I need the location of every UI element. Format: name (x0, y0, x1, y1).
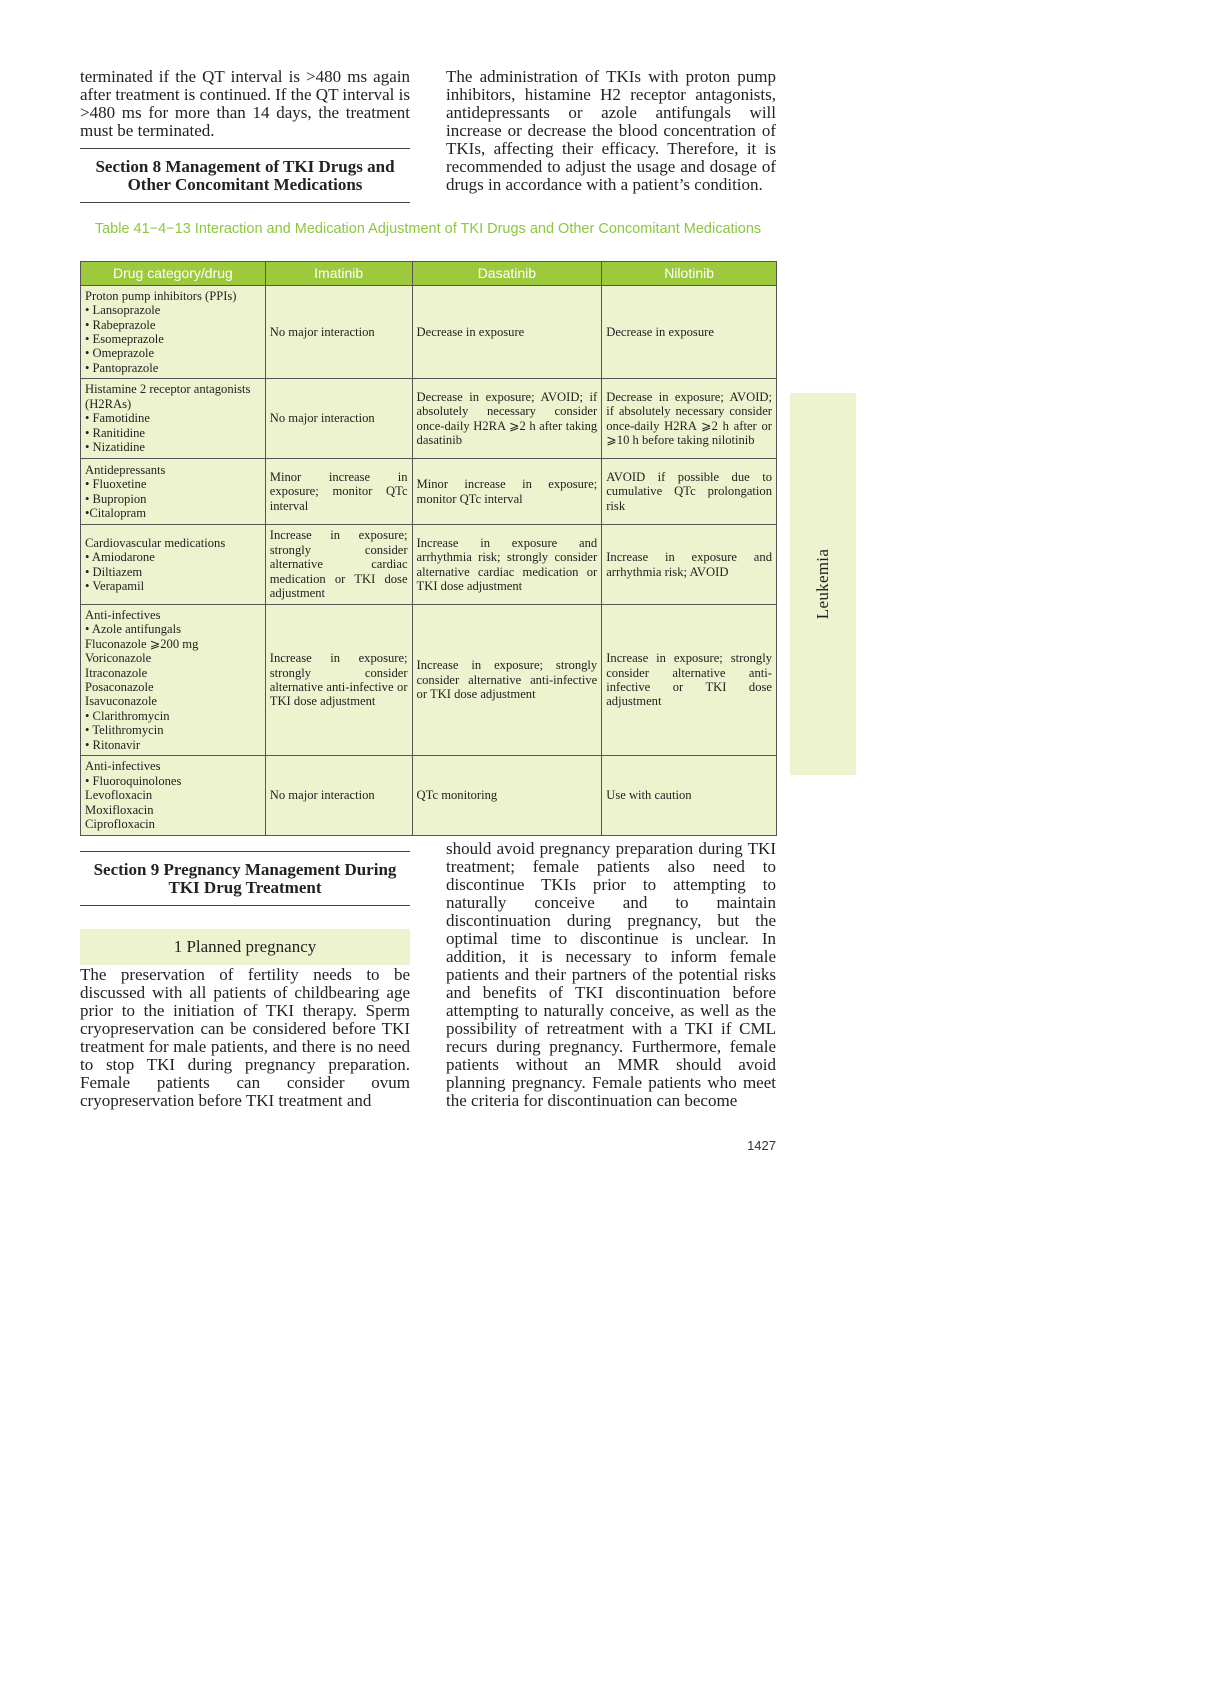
chapter-side-tab (790, 393, 856, 775)
table-row (81, 379, 777, 459)
interaction-table (80, 261, 777, 836)
drug-cell (81, 459, 266, 525)
header-dasatinib: Dasatinib (412, 262, 602, 286)
nilotinib-cell: Increase in exposure; strongly consider alternative anti-infective or TKI dose adjustment (602, 605, 777, 756)
paragraph-text: The preservation of fertility needs to be discussed with all patients of childbearing age prior to the initiation of TKI therapy. Sperm cryopreservation can be considered before TKI treatment for male patients, and there is no need to stop TKI during pregnancy preparation. Female patients can consider ovum cryopreservation before TKI treatment and (80, 965, 410, 1110)
table-row (81, 525, 777, 605)
drug-line: • Amiodarone (85, 550, 155, 565)
drug-line: • Bupropion (85, 491, 147, 506)
drug-cell (81, 286, 266, 379)
chapter-side-tab-label: Leukemia (813, 548, 832, 620)
drug-line: • Ritonavir (85, 737, 141, 752)
drug-line: • Azole antifungals (85, 622, 182, 637)
drug-line: Cardiovascular medications (85, 535, 226, 550)
section-9-heading: Section 9 Pregnancy Management During TKI Drug Treatment (80, 851, 410, 906)
imatinib-cell: Increase in exposure; strongly consider alternative cardiac medication or TKI dose adjustment (265, 525, 412, 605)
drug-line: • Esomeprazole (85, 332, 164, 346)
drug-line: Moxifloxacin (85, 802, 154, 817)
table-title: Table 41−4−13 Interaction and Medication Adjustment of TKI Drugs and Other Concomitant Medications (94, 221, 762, 237)
drug-line: Levofloxacin (85, 788, 153, 803)
drug-line: Ciprofloxacin (85, 817, 155, 832)
table-row (81, 756, 777, 836)
nilotinib-cell: Decrease in exposure (602, 286, 777, 379)
nilotinib-cell: Decrease in exposure; AVOID; if absolutely necessary consider once-daily H2RA ⩾2 h after or ⩾10 h before taking nilotinib (602, 379, 777, 459)
nilotinib-cell: Use with caution (602, 756, 777, 836)
nilotinib-cell: Increase in exposure and arrhythmia risk; AVOID (602, 525, 777, 605)
table-row (81, 605, 777, 756)
drug-line: Isavuconazole (85, 694, 158, 709)
drug-line: •Citalopram (85, 505, 147, 520)
table-row (81, 459, 777, 525)
drug-line: • Omeprazole (85, 346, 155, 361)
drug-line: • Verapamil (85, 578, 145, 593)
nilotinib-cell: AVOID if possible due to cumulative QTc prolongation risk (602, 459, 777, 525)
drug-line: • Fluoxetine (85, 477, 147, 492)
drug-cell (81, 379, 266, 459)
dasatinib-cell: Increase in exposure; strongly consider alternative anti-infective or TKI dose adjustment (412, 605, 602, 756)
drug-line: • Diltiazem (85, 564, 143, 579)
drug-line: Proton pump inhibitors (PPIs) (85, 288, 237, 303)
bottom-right-paragraph (446, 840, 776, 1110)
drug-line: Histamine 2 receptor antagonists (H2RAs) (85, 382, 251, 411)
paragraph-text: The administration of TKIs with proton pump inhibitors, histamine H2 receptor antagonists, antidepressants or azole antifungals will increase or decrease the blood concentration of TKIs, affecting their efficacy. Therefore, it is recommended to adjust the usage and dosage of drugs in accordance with a patient’s condition. (446, 67, 776, 194)
drug-line: • Clarithromycin (85, 708, 170, 723)
drug-line: • Rabeprazole (85, 317, 156, 332)
drug-line: Voriconazole (85, 651, 152, 666)
paragraph-text: should avoid pregnancy preparation during TKI treatment; female patients also need to discontinue TKIs prior to attempting to naturally conceive and to maintain discontinuation during pregnancy, but the optimal time to discontinue is unclear. In addition, it is necessary to inform female patients and their partners of the potential risks and benefits of TKI discontinuation before attempting to naturally conceive, as well as the possibility of retreatment with a TKI if CML recurs during pregnancy. Furthermore, female patients without an MMR should avoid planning pregnancy. Female patients who meet the criteria for discontinuation can become (446, 839, 776, 1110)
drug-line: Posaconazole (85, 680, 154, 694)
drug-line: Anti-infectives (85, 607, 161, 622)
drug-line: • Famotidine (85, 411, 150, 426)
header-imatinib: Imatinib (265, 262, 412, 286)
drug-line: • Fluoroquinolones (85, 773, 182, 788)
table-header-row (81, 262, 777, 286)
table-row (81, 286, 777, 379)
drug-line: Antidepressants (85, 462, 166, 477)
imatinib-cell: Increase in exposure; strongly consider alternative anti-infective or TKI dose adjustment (265, 605, 412, 756)
header-nilotinib: Nilotinib (602, 262, 777, 286)
imatinib-cell: No major interaction (265, 286, 412, 379)
drug-cell (81, 605, 266, 756)
page-number: 1427 (747, 1138, 776, 1153)
top-left-paragraph (80, 68, 410, 140)
drug-cell (81, 756, 266, 836)
drug-line: • Telithromycin (85, 723, 164, 738)
dasatinib-cell: Decrease in exposure; AVOID; if absolutely necessary consider once-daily H2RA ⩾2 h after taking dasatinib (412, 379, 602, 459)
drug-line: • Ranitidine (85, 425, 146, 440)
bottom-left-paragraph (80, 966, 410, 1110)
drug-line: Itraconazole (85, 665, 148, 680)
imatinib-cell: Minor increase in exposure; monitor QTc interval (265, 459, 412, 525)
drug-cell (81, 525, 266, 605)
dasatinib-cell: Minor increase in exposure; monitor QTc interval (412, 459, 602, 525)
imatinib-cell: No major interaction (265, 379, 412, 459)
dasatinib-cell: Decrease in exposure (412, 286, 602, 379)
drug-line: • Pantoprazole (85, 360, 159, 375)
drug-line: • Nizatidine (85, 440, 146, 455)
header-drug-category: Drug category/drug (81, 262, 266, 286)
dasatinib-cell: QTc monitoring (412, 756, 602, 836)
drug-line: Anti-infectives (85, 759, 161, 774)
imatinib-cell: No major interaction (265, 756, 412, 836)
subheading-planned-pregnancy: 1 Planned pregnancy (80, 929, 410, 965)
drug-line: Fluconazole ⩾200 mg (85, 636, 199, 651)
section-8-heading: Section 8 Management of TKI Drugs and Other Concomitant Medications (80, 148, 410, 203)
top-right-paragraph (446, 68, 776, 194)
dasatinib-cell: Increase in exposure and arrhythmia risk; strongly consider alternative cardiac medication or TKI dose adjustment (412, 525, 602, 605)
drug-line: • Lansoprazole (85, 303, 161, 318)
paragraph-text: terminated if the QT interval is >480 ms again after treatment is continued. If the QT interval is >480 ms for more than 14 days, the treatment must be terminated. (80, 67, 410, 140)
